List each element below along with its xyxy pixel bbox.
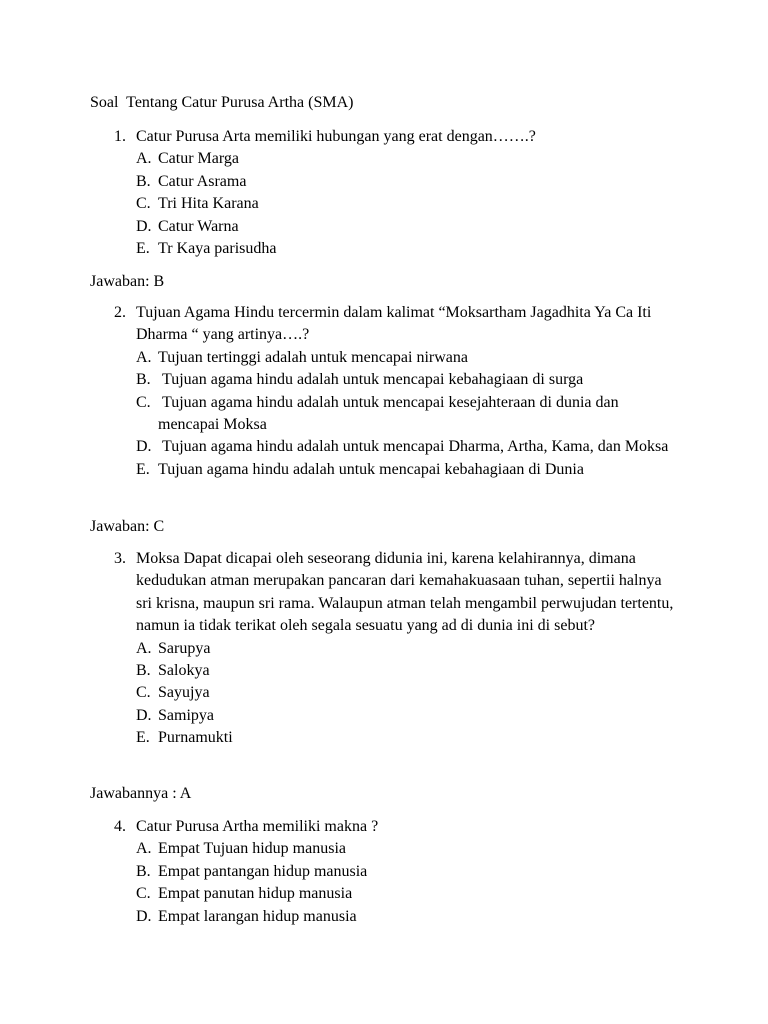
option-letter: E. xyxy=(136,729,150,747)
option-letter: E. xyxy=(136,460,150,478)
option-letter: C. xyxy=(136,684,151,702)
option-text: Catur Marga xyxy=(158,150,240,168)
question-text: Catur Purusa Arta memiliki hubungan yang erat dengan…….? xyxy=(136,128,536,145)
option-letter: D. xyxy=(136,438,152,456)
option-e xyxy=(0,727,768,749)
option-text: Empat panutan hidup manusia xyxy=(158,885,353,903)
question-stem xyxy=(0,548,768,638)
option-e xyxy=(0,459,768,481)
question-text: Moksa Dapat dicapai oleh seseorang didunia ini, karena kelahirannya, dimana kedudukan atman merupakan pancaran dari kemahakuasaan tuhan, sepertii halnya sri krisna, maupun sri rama. Walaupun atman telah mengambil perwujudan tertentu, namun ia tidak terikat oleh segala sesuatu yang ad di dunia ini di sebut? xyxy=(136,550,674,635)
option-text: Samipya xyxy=(158,706,214,724)
question-3 xyxy=(0,548,768,750)
option-text: Tujuan tertinggi adalah untuk mencapai nirwana xyxy=(158,348,468,366)
question-number: 3. xyxy=(114,550,126,567)
question-number: 1. xyxy=(114,128,126,145)
question-2 xyxy=(0,302,768,481)
option-text: Sarupya xyxy=(158,639,211,657)
answer-2: Jawaban: C xyxy=(90,518,165,535)
option-text: Salokya xyxy=(158,662,210,680)
option-letter: C. xyxy=(136,393,151,411)
answer-1: Jawaban: B xyxy=(90,273,165,290)
option-letter: B. xyxy=(136,371,151,389)
option-b xyxy=(0,861,768,883)
option-letter: B. xyxy=(136,172,151,190)
option-letter: A. xyxy=(136,348,152,366)
question-stem xyxy=(0,302,768,347)
option-text: Sayujya xyxy=(158,684,210,702)
option-letter: B. xyxy=(136,662,151,680)
option-letter: A. xyxy=(136,639,152,657)
option-a xyxy=(0,347,768,369)
question-stem xyxy=(0,816,768,838)
question-4 xyxy=(0,816,768,928)
option-text: Tri Hita Karana xyxy=(158,195,259,213)
question-1 xyxy=(0,126,768,260)
option-text: Tujuan agama hindu adalah untuk mencapai kesejahteraan di dunia dan mencapai Moksa xyxy=(158,393,623,434)
option-text: Empat pantangan hidup manusia xyxy=(158,862,368,880)
option-c xyxy=(0,392,768,437)
option-b xyxy=(0,660,768,682)
option-text: Empat larangan hidup manusia xyxy=(158,907,357,925)
option-d xyxy=(0,436,768,458)
option-letter: D. xyxy=(136,217,152,235)
option-letter: D. xyxy=(136,706,152,724)
option-c xyxy=(0,883,768,905)
option-text: Catur Asrama xyxy=(158,172,247,190)
option-letter: C. xyxy=(136,195,151,213)
question-text: Tujuan Agama Hindu tercermin dalam kalimat “Moksartham Jagadhita Ya Ca Iti Dharma “ yang artinya….? xyxy=(136,304,652,344)
option-text: Tujuan agama hindu adalah untuk mencapai kebahagiaan di surga xyxy=(158,371,584,389)
option-text: Purnamukti xyxy=(158,729,233,747)
option-letter: C. xyxy=(136,885,151,903)
question-text: Catur Purusa Artha memiliki makna ? xyxy=(136,818,379,835)
option-d xyxy=(0,705,768,727)
option-c xyxy=(0,193,768,215)
option-d xyxy=(0,216,768,238)
option-letter: B. xyxy=(136,862,151,880)
option-text: Tujuan agama hindu adalah untuk mencapai kebahagiaan di Dunia xyxy=(158,460,584,478)
option-text: Catur Warna xyxy=(158,217,239,235)
option-d xyxy=(0,906,768,928)
option-letter: A. xyxy=(136,840,152,858)
question-number: 2. xyxy=(114,304,126,321)
question-number: 4. xyxy=(114,818,126,835)
option-text: Empat Tujuan hidup manusia xyxy=(158,840,346,858)
option-a xyxy=(0,838,768,860)
question-stem xyxy=(0,126,768,148)
answer-3: Jawabannya : A xyxy=(90,785,192,802)
option-text: Tujuan agama hindu adalah untuk mencapai Dharma, Artha, Kama, dan Moksa xyxy=(158,438,669,456)
option-b xyxy=(0,369,768,391)
document-title: Soal Tentang Catur Purusa Artha (SMA) xyxy=(90,94,354,111)
option-a xyxy=(0,638,768,660)
option-letter: A. xyxy=(136,150,152,168)
option-e xyxy=(0,238,768,260)
option-c xyxy=(0,682,768,704)
option-letter: D. xyxy=(136,907,152,925)
option-text: Tr Kaya parisudha xyxy=(158,240,277,258)
option-a xyxy=(0,148,768,170)
option-letter: E. xyxy=(136,240,150,258)
option-b xyxy=(0,171,768,193)
